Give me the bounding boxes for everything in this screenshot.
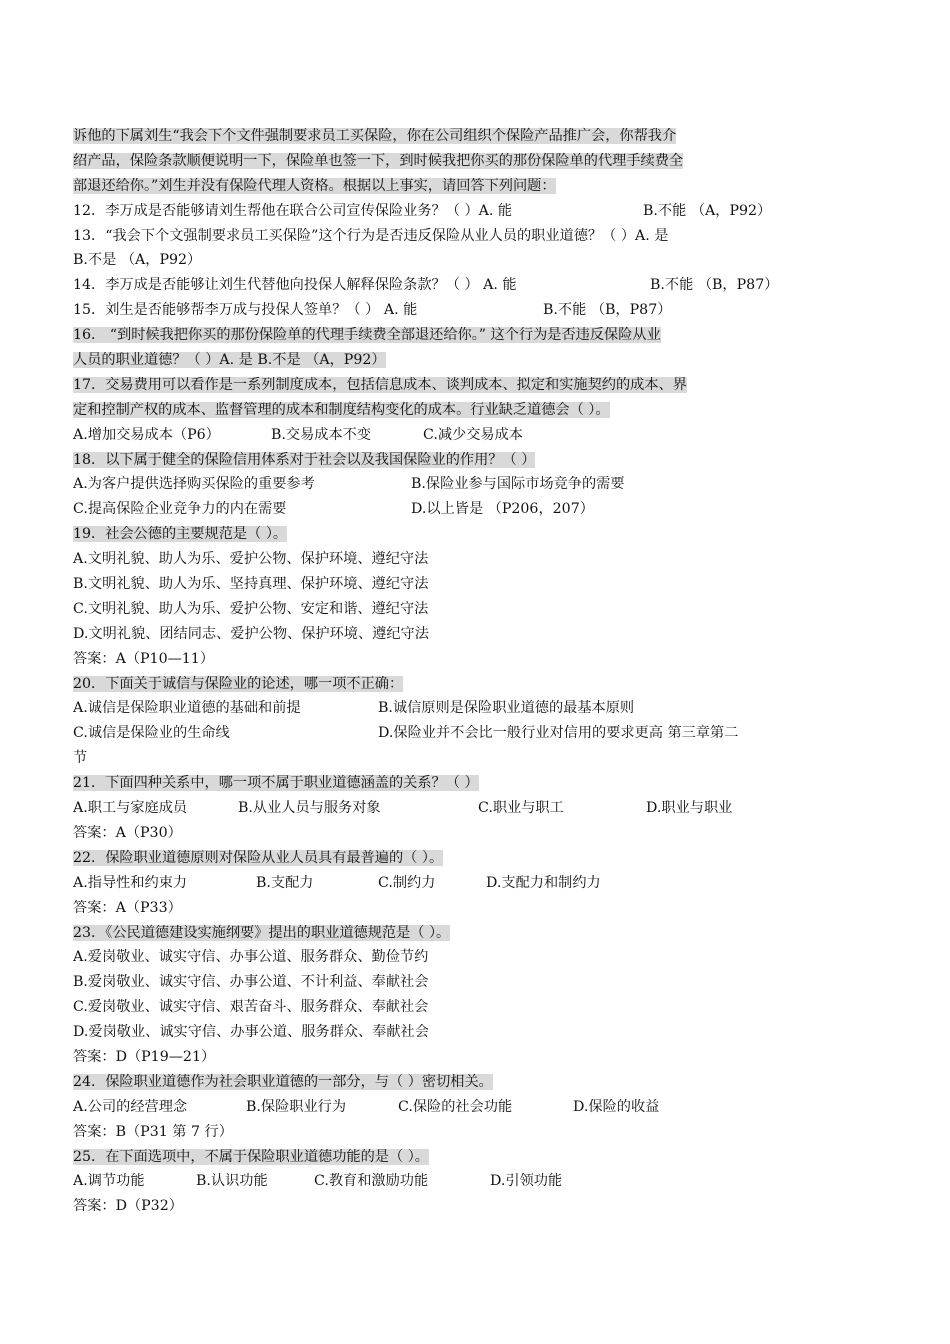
q24-answer: 答案：B（P31 第 7 行） xyxy=(73,1123,233,1140)
q14-option-b: B.不能 （B，P87） xyxy=(650,277,779,294)
q23-answer: 答案：D（P19—21） xyxy=(73,1048,216,1065)
intro-line-1: 诉他的下属刘生“我会下个文件强制要求员工买保险，你在公司组织个保险产品推广会，你帮我介 xyxy=(73,128,677,144)
q22-option-b: B.支配力 xyxy=(256,874,314,891)
q23-stem: 23．《公民道德建设实施纲要》提出的职业道德规范是（ ）。 xyxy=(73,924,451,941)
q22-options xyxy=(73,871,813,896)
q20-options-row-2 xyxy=(73,721,813,746)
q25-answer: 答案：D（P32） xyxy=(73,1198,183,1215)
q22-option-c: C.制约力 xyxy=(378,874,436,891)
q19-answer: 答案：A（P10—11） xyxy=(73,650,215,667)
q23-option-d: D.爱岗敬业、诚实守信、办事公道、服务群众、奉献社会 xyxy=(73,1024,429,1041)
question-13 xyxy=(73,224,813,249)
question-15 xyxy=(73,298,813,323)
q22-stem: 22．保险职业道德原则对保险从业人员具有最普遍的（ ）。 xyxy=(73,849,444,866)
q15-stem: 15．刘生是否能够帮李万成与投保人签单？（ ） A. 能 xyxy=(73,302,418,319)
q20-option-b: B.诚信原则是保险职业道德的最基本原则 xyxy=(378,700,635,717)
q18-options-row-2 xyxy=(73,497,813,522)
q19-option-a: A.文明礼貌、助人为乐、爱护公物、保护环境、遵纪守法 xyxy=(73,551,429,568)
q19-stem: 19．社会公德的主要规范是（ ）。 xyxy=(73,526,288,543)
q22-answer: 答案：A（P33） xyxy=(73,899,182,916)
q18-option-c: C.提高保险企业竞争力的内在需要 xyxy=(73,501,287,518)
intro-line-3: 部退还给你。”刘生并没有保险代理人资格。根据以上事实，请回答下列问题： xyxy=(73,177,556,194)
q24-option-a: A.公司的经营理念 xyxy=(73,1098,188,1115)
q18-option-d: D.以上皆是 （P206，207） xyxy=(411,501,594,518)
q24-options xyxy=(73,1095,813,1120)
q17-option-c: C.减少交易成本 xyxy=(423,426,523,443)
q18-options-row-1 xyxy=(73,472,813,497)
question-12 xyxy=(73,199,813,224)
q13-continuation: B.不是 （A，P92） xyxy=(73,252,202,269)
q17-stem-line-2: 定和控制产权的成本、监督管理的成本和制度结构变化的成本。行业缺乏道德会（ ）。 xyxy=(73,401,610,418)
document-page xyxy=(73,124,813,1219)
q20-option-a: A.诚信是保险职业道德的基础和前提 xyxy=(73,700,301,717)
q12-option-b: B.不能 （A，P92） xyxy=(643,202,772,219)
q24-option-d: D.保险的收益 xyxy=(573,1098,660,1115)
q25-option-a: A.调节功能 xyxy=(73,1173,145,1190)
q21-option-b: B.从业人员与服务对象 xyxy=(238,800,381,817)
q17-stem-line-1: 17．交易费用可以看作是一系列制度成本，包括信息成本、谈判成本、拟定和实施契约的成本、界 xyxy=(73,376,687,393)
q25-stem: 25．在下面选项中，不属于保险职业道德功能的是（ ）。 xyxy=(73,1148,429,1165)
q20-continuation: 节 xyxy=(73,750,88,767)
intro-line-2: 绍产品，保险条款顺便说明一下，保险单也签一下，到时候我把你买的那份保险单的代理手续费全 xyxy=(73,152,684,169)
q21-option-d: D.职业与职业 xyxy=(646,800,733,817)
q24-stem: 24．保险职业道德作为社会职业道德的一部分，与（ ）密切相关。 xyxy=(73,1073,493,1090)
q19-option-d: D.文明礼貌、团结同志、爱护公物、保护环境、遵纪守法 xyxy=(73,625,429,642)
q16-stem: 16． “到时候我把你买的那份保险单的代理手续费全部退还给你。” 这个行为是否违反保险从业 xyxy=(73,327,661,344)
q19-option-c: C.文明礼貌、助人为乐、爱护公物、安定和谐、遵纪守法 xyxy=(73,600,429,617)
q21-option-a: A.职工与家庭成员 xyxy=(73,800,188,817)
q21-option-c: C.职业与职工 xyxy=(478,800,564,817)
q25-option-d: D.引领功能 xyxy=(490,1173,563,1190)
q19-option-b: B.文明礼貌、助人为乐、坚持真理、保护环境、遵纪守法 xyxy=(73,576,429,593)
q18-option-a: A.为客户提供选择购买保险的重要参考 xyxy=(73,476,315,493)
q18-option-b: B.保险业参与国际市场竞争的需要 xyxy=(411,476,625,493)
q24-option-c: C.保险的社会功能 xyxy=(398,1098,513,1115)
q25-options xyxy=(73,1169,813,1194)
q20-option-c: C.诚信是保险业的生命线 xyxy=(73,725,230,742)
q17-option-a: A.增加交易成本（P6） xyxy=(73,426,220,443)
q15-option-b: B.不能 （B，P87） xyxy=(543,302,672,319)
question-16 xyxy=(73,323,813,348)
q22-option-a: A.指导性和约束力 xyxy=(73,874,188,891)
q22-option-d: D.支配力和制约力 xyxy=(486,874,601,891)
q24-option-b: B.保险职业行为 xyxy=(246,1098,347,1115)
q25-option-c: C.教育和激励功能 xyxy=(314,1173,429,1190)
q23-option-a: A.爱岗敬业、诚实守信、办事公道、服务群众、勤俭节约 xyxy=(73,949,429,966)
q17-options xyxy=(73,423,813,448)
q16-continuation: 人员的职业道德？（ ）A. 是 B.不是 （A，P92） xyxy=(73,352,386,369)
q14-stem: 14．李万成是否能够让刘生代替他向投保人解释保险条款？（ ） A. 能 xyxy=(73,277,517,294)
q18-stem: 18．以下属于健全的保险信用体系对于社会以及我国保险业的作用？（ ） xyxy=(73,451,536,468)
q23-option-b: B.爱岗敬业、诚实守信、办事公道、不计利益、奉献社会 xyxy=(73,974,429,991)
q21-options xyxy=(73,796,813,821)
q25-option-b: B.认识功能 xyxy=(196,1173,268,1190)
question-14 xyxy=(73,273,813,298)
q21-stem: 21．下面四种关系中，哪一项不属于职业道德涵盖的关系？（ ） xyxy=(73,775,479,792)
q20-stem: 20．下面关于诚信与保险业的论述，哪一项不正确： xyxy=(73,675,404,692)
q21-answer: 答案：A（P30） xyxy=(73,824,182,841)
q17-option-b: B.交易成本不变 xyxy=(271,426,372,443)
q13-stem: 13．“我会下个文强制要求员工买保险”这个行为是否违反保险从业人员的职业道德？（ ）A. 是 xyxy=(73,227,669,244)
q20-options-row-1 xyxy=(73,696,813,721)
q23-option-c: C.爱岗敬业、诚实守信、艰苦奋斗、服务群众、奉献社会 xyxy=(73,999,429,1016)
q12-stem: 12．李万成是否能够请刘生帮他在联合公司宣传保险业务？（ ）A. 能 xyxy=(73,202,513,219)
q20-option-d: D.保险业并不会比一般行业对信用的要求更高 第三章第二 xyxy=(378,725,739,742)
